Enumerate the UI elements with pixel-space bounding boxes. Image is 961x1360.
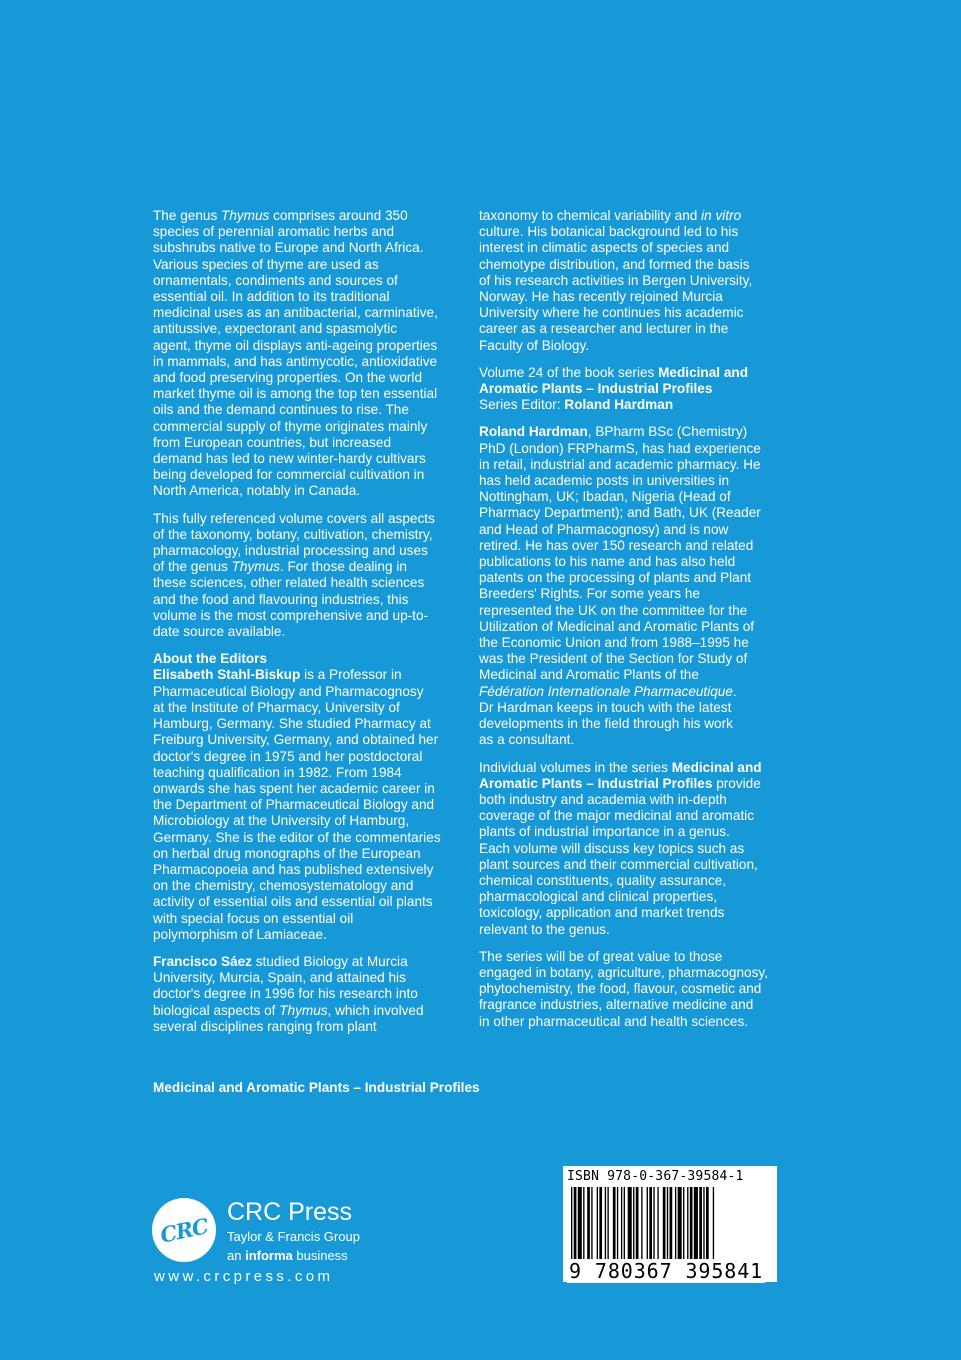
crc-logo-icon: CRC [152, 1198, 216, 1262]
intro-paragraph: The genus Thymus comprises around 350 species of perennial aromatic herbs and subshrubs native to Europe and North Africa. Various species of thyme are used as ornamentals, condiments and sources of essential oil. In addition to its traditional medicinal uses as an antibacterial, carminative, antitussive, expectorant and spasmolytic agent, thyme oil displays anti-ageing properties in mammals, and has antimycotic, antioxidative and food preserving properties. On the world market thyme oil is among the top ten essential oils and the demand continues to rise. The commercial supply of thyme originates mainly from European countries, but increased demand has led to new winter-hardy cultivars being developed for commercial cultivation in North America, notably in Canada. [153, 208, 438, 499]
right-column [479, 208, 791, 1041]
editor-name: Roland Hardman [479, 424, 588, 440]
isbn-barcode-box [563, 1166, 777, 1282]
publisher-name: CRC Press [227, 1198, 353, 1226]
barcode-icon [571, 1187, 769, 1261]
isbn-label: ISBN 978-0-367-39584-1 [567, 1169, 744, 1184]
series-title-footer: Medicinal and Aromatic Plants – Industrial Profiles [153, 1080, 480, 1095]
editor2-continued-paragraph: taxonomy to chemical variability and in vitro culture. His botanical background led to his interest in climatic aspects of species and chemotype distribution, and formed the basis of his research activities in Bergen University, Norway. He has recently rejoined Murcia University where he continues his academic career as a researcher and lecturer in the Faculty of Biology. [479, 208, 753, 353]
editor-name: Elisabeth Stahl-Biskup [153, 667, 301, 683]
publisher-group: Taylor & Francis Group [227, 1229, 360, 1244]
series-value-paragraph: The series will be of great value to those engaged in botany, agriculture, pharmacognosy, phytochemistry, the food, flavour, cosmetic and fragrance industries, alternative medicine and in other pharmaceutical and health sciences. [479, 948, 768, 1029]
series-description-paragraph: Individual volumes in the series Medicinal and Aromatic Plants – Industrial Profiles provide both industry and academia with in-depth coverage of the major medicinal and aromatic plants of industrial importance in a genus. Each volume will discuss key topics such as plant sources and their commercial cultivation, chemical constituents, quality assurance, pharmacological and clinical properties, toxicology, application and market trends relevant to the genus. [479, 759, 762, 937]
editor-name: Francisco Sáez [153, 953, 252, 969]
publisher-url: www.crcpress.com [154, 1268, 334, 1285]
volume-info-paragraph: Volume 24 of the book series Medicinal and Aromatic Plants – Industrial Profiles Series Editor: Roland Hardman [479, 364, 748, 413]
barcode-digits: 9 780367 395841 [569, 1259, 764, 1283]
scope-paragraph: This fully referenced volume covers all aspects of the taxonomy, botany, cultivation, chemistry, pharmacology, industrial processing and uses of the genus Thymus. For those dealing in these sciences, other related health sciences and the food and flavouring industries, this volume is the most comprehensive and up-to- date source available. [153, 510, 435, 640]
series-editor-bio-paragraph: Roland Hardman, BPharm BSc (Chemistry) PhD (London) FRPharmS, has had experience in retail, industrial and academic pharmacy. He has held academic posts in universities in Nottingham, UK; Ibadan, Nigeria (Head of Pharmacy Department); and Bath, UK (Reader and Head of Pharmacognosy) and is now retired. He has over 150 research and related publications to his name and has also held patents on the processing of plants and Plant Breeders' Rights. For some years he represented the UK on the committee for the Utilization of Medicinal and Aromatic Plants of the Economic Union and from 1988–1995 he was the President of the Section for Study of Medicinal and Aromatic Plants of the Fédération Internationale Pharmaceutique. Dr Hardman keeps in touch with the latest developments in the field through his work as a consultant. [479, 424, 761, 748]
about-editors-paragraph: About the Editors Elisabeth Stahl-Biskup is a Professor in Pharmaceutical Biology and Pharmacognosy at the Institute of Pharmacy, University of Hamburg, Germany. She studied Pharmacy at Freiburg University, Germany, and obtained her doctor's degree in 1975 and her postdoctoral teaching qualification in 1982. From 1984 onwards she has spent her academic career in the Department of Pharmaceutical Biology and Microbiology at the University of Hamburg, Germany. She is the editor of the commentaries on herbal drug monographs of the European Pharmacopoeia and has published extensively on the chemistry, chemosystematology and activity of essential oils and essential oil plants with special focus on essential oil polymorphism of Lamiaceae. [153, 651, 441, 942]
editor2-paragraph: Francisco Sáez studied Biology at Murcia University, Murcia, Spain, and attained his doctor's degree in 1996 for his research into biological aspects of Thymus, which involved several disciplines ranging from plant [153, 953, 424, 1034]
publisher-logo [152, 1198, 392, 1293]
publisher-informa: an informa business [227, 1248, 348, 1263]
about-editors-heading: About the Editors [153, 651, 268, 667]
left-column [153, 208, 463, 1046]
